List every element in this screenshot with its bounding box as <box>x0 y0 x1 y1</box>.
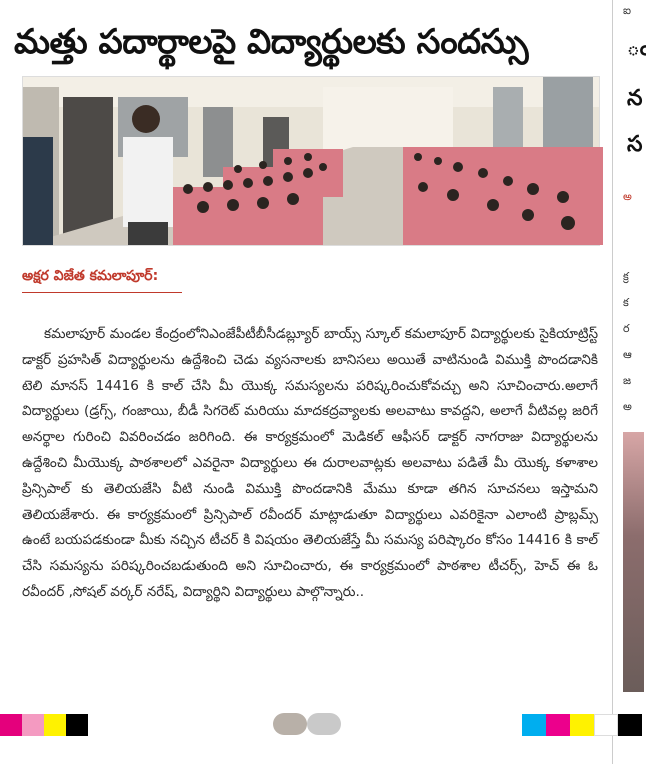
registration-mark <box>273 713 341 735</box>
edge-glyph: స <box>627 132 643 157</box>
color-swatch <box>44 714 66 736</box>
byline: అక్షర విజేత కమలాపూర్: <box>22 268 159 284</box>
register-mark-pill <box>273 713 307 735</box>
edge-glyph: క్ర <box>623 270 629 283</box>
article-photo <box>22 76 600 246</box>
edge-glyph: ర <box>623 322 630 335</box>
color-swatch <box>546 714 570 736</box>
edge-glyph: జ <box>623 374 632 387</box>
adjacent-column-edge <box>612 0 644 764</box>
body-paragraph: కమలాపూర్ మండల కేంద్రంలోనిఎంజేపీటీబీసీడబ్ల్యూర్ బాయ్స్ స్కూల్ కమలాపూర్ విద్యార్థులకు సైకియాట్రిస్ట్ డాక్టర్ ప్రహసిత్ విద్యార్థులను ఉద్దేశించి చెడు వ్యసనాలకు బానిసలు అయితే వాటినుండి విముక్తి పొందడానికి టెలి మానస్ 14416 కి కాల్ చేసి మీ యొక్క సమస్యలను పరిష్కరించుకోవచ్చు అని సూచించారు.అలాగే విద్యార్థులు (డ్రగ్స్, గంజాయి, బీడీ సిగరెట్ మరియు మాదకద్రవ్యాలకు అలవాటు కావద్దని, అలాగే వీటివల్ల జరిగే అనర్థాల గురించి వివరించడం జరిగింది. ఈ కార్యక్రమంలో మెడికల్ ఆఫీసర్ డాక్టర్ నాగరాజు విద్యార్థులను ఉద్దేశించి మీయొక్క పాఠశాలలో ఎవరైనా విద్యార్థులు ఈ దురాలవాట్లకు అలవాటు పడితే మీ యొక్క కళాశాల ప్రిన్సిపాల్ కు తెలియజేసి వీటి నుండి విముక్తి పొందడానికి మేము కూడా తగిన సూచనలు ఇస్తామని తెలియజేశారు. ఈ కార్యక్రమంలో ప్రిన్సిపాల్ రవీందర్ మాట్లాడుతూ విద్యార్థులు ఎవరికైనా ఎలాంటి ప్రాబ్లమ్స్ ఉంటే బయపడకుండా మీకు నచ్చిన టీచర్ కి విషయం తెలియజేస్తే మీ సమస్య పరిష్కారం కోసం 14416 కి కాల్ చేసి సమస్యను పరిష్కరించబడుతుంది అని సూచించారు, ఈ కార్యక్రమంలో పాఠశాల టీచర్స్, హెచ్ ఈ ఓ రవీందర్ ,సోషల్ వర్కర్ నరేష్, విద్యార్థిని విద్యార్థులు పాల్గొన్నారు.. <box>22 326 598 600</box>
headline: మత్తు పదార్థాలపై విద్యార్థులకు సందస్సు <box>14 22 529 62</box>
register-mark-pill <box>307 713 341 735</box>
color-bar-right <box>522 714 642 736</box>
adjacent-photo-strip <box>623 432 644 692</box>
color-swatch <box>570 714 594 736</box>
edge-glyph: ఆ <box>623 348 632 361</box>
edge-glyph: న <box>627 86 643 111</box>
edge-glyph: అ <box>623 400 632 413</box>
edge-glyph: ఁ <box>627 36 646 61</box>
color-swatch <box>522 714 546 736</box>
edge-glyph: ఐ <box>623 4 631 17</box>
color-swatch <box>66 714 88 736</box>
color-swatch <box>0 714 22 736</box>
color-bar-left <box>0 714 88 736</box>
color-swatch <box>618 714 642 736</box>
color-swatch <box>594 714 618 736</box>
classroom-photo <box>23 77 599 245</box>
byline-underline <box>22 292 182 293</box>
article-body <box>22 322 598 606</box>
color-swatch <box>22 714 44 736</box>
edge-glyph: అ <box>623 190 632 203</box>
edge-glyph: క <box>623 296 629 309</box>
